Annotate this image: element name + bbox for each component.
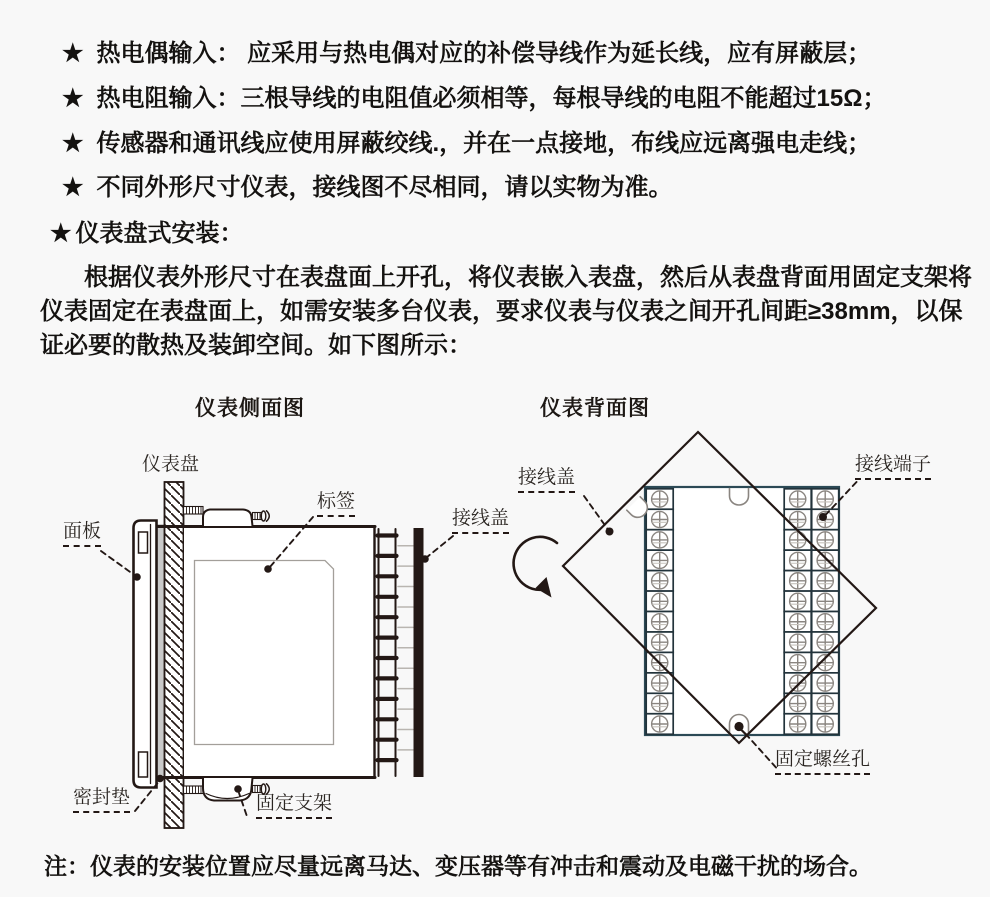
side-view-title: 仪表侧面图: [195, 396, 305, 420]
label-terminal-cover-back: 接线盖: [518, 468, 575, 493]
terminal-cover-bar: [414, 528, 424, 777]
diagram-area: [0, 385, 990, 845]
label-gasket: 密封垫: [73, 788, 130, 813]
bullet-text: 传感器和通讯线应使用屏蔽绞线.，并在一点接地，布线应远离强电走线；: [96, 130, 872, 157]
front-bezel: [134, 521, 157, 788]
label-instrument-panel: 仪表盘: [142, 454, 200, 475]
bullet-panel-mount-heading: [50, 221, 244, 247]
bullet-rtd: [62, 86, 886, 112]
bullet-text: 不同外形尺寸仪表，接线图不尽相同，请以实物为准。: [96, 174, 673, 201]
label-area: [195, 561, 334, 745]
installation-note: 注：仪表的安装位置应尽量远离马达、变压器等有冲击和震动及电磁干扰的场合。: [44, 853, 872, 879]
side-view-diagram: [101, 482, 453, 828]
label-fixing-screw-hole: 固定螺丝孔: [775, 750, 870, 775]
bullet-dimensions: [62, 175, 673, 201]
star-icon: ★: [50, 220, 72, 247]
bullet-text: 仪表盘式安装：: [75, 220, 244, 247]
star-icon: ★: [62, 85, 84, 112]
back-view-title: 仪表背面图: [540, 396, 650, 420]
fixing-bracket-top: [184, 507, 270, 527]
label-tag: 标签: [317, 492, 355, 517]
star-icon: ★: [62, 40, 84, 67]
label-terminals: 接线端子: [855, 455, 931, 480]
terminal-ladder: [378, 529, 414, 776]
label-terminal-cover-side: 接线盖: [452, 509, 509, 534]
label-front-panel: 面板: [63, 522, 101, 547]
top-notch: [730, 489, 749, 506]
bullet-shielding: [62, 131, 871, 157]
star-icon: ★: [62, 174, 84, 201]
screw-hole: [730, 715, 749, 735]
bullet-thermocouple: [62, 41, 871, 67]
rotation-arrow: [514, 537, 557, 598]
star-icon: ★: [62, 130, 84, 157]
bullet-text: 热电阻输入：三根导线的电阻值必须相等，每根导线的电阻不能超过15Ω；: [96, 85, 887, 112]
bullet-text: 热电偶输入： 应采用与热电偶对应的补偿导线作为延长线，应有屏蔽层；: [96, 40, 872, 67]
mounting-paragraph: 根据仪表外形尺寸在表盘面上开孔，将仪表嵌入表盘，然后从表盘背面用固定支架将仪表固定在表盘面上，如需安装多台仪表，要求仪表与仪表之间开孔间距≥38mm，以保证必要的散热及装卸空间。如下图所示：: [40, 264, 972, 359]
label-fixing-bracket: 固定支架: [256, 794, 332, 819]
